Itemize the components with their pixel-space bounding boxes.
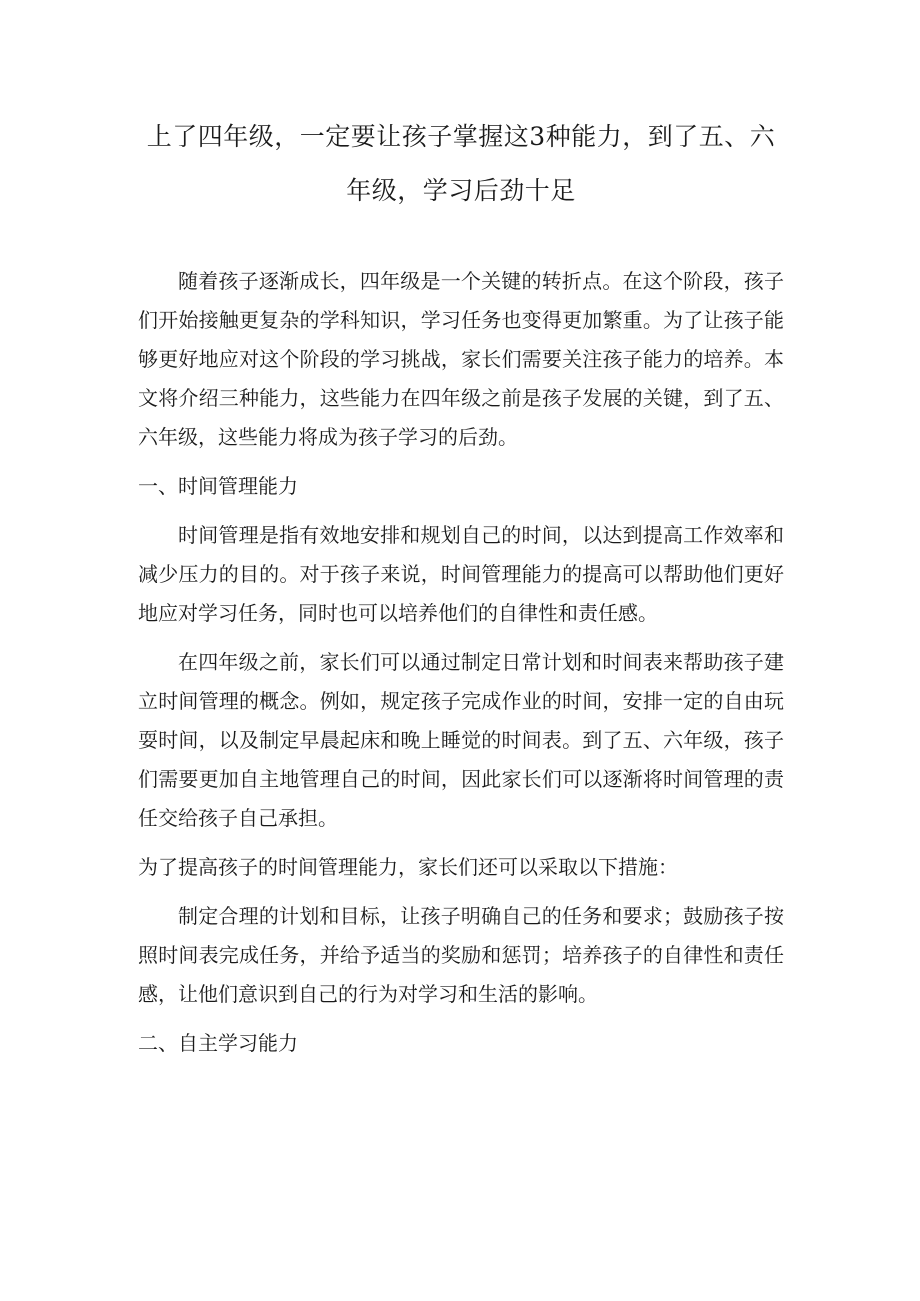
document-body: [138, 262, 784, 1063]
section-heading-time-management: 一、时间管理能力: [138, 474, 298, 498]
body-paragraph: 制定合理的计划和目标，让孩子明确自己的任务和要求；鼓励孩子按照时间表完成任务，并给予适当的奖励和惩罚；培养孩子的自律性和责任感，让他们意识到自己的行为对学习和生活的影响。: [138, 904, 784, 1006]
title-line-2: 年级，学习后劲十足: [346, 176, 576, 205]
title-line-1: 上了四年级，一定要让孩子掌握这3种能力，到了五、六: [146, 122, 776, 151]
body-paragraph: 在四年级之前，家长们可以通过制定日常计划和时间表来帮助孩子建立时间管理的概念。例如，规定孩子完成作业的时间，安排一定的自由玩耍时间，以及制定早晨起床和晚上睡觉的时间表。到了五、六年级，孩子们需要更加自主地管理自己的时间，因此家长们可以逐渐将时间管理的责任交给孩子自己承担。: [138, 650, 784, 830]
body-paragraph: 为了提高孩子的时间管理能力，家长们还可以采取以下措施：: [138, 855, 678, 879]
body-paragraph: 时间管理是指有效地安排和规划自己的时间，以达到提高工作效率和减少压力的目的。对于孩子来说，时间管理能力的提高可以帮助他们更好地应对学习任务，同时也可以培养他们的自律性和责任感。: [138, 523, 784, 625]
document-title: [138, 110, 784, 218]
intro-paragraph: 随着孩子逐渐成长，四年级是一个关键的转折点。在这个阶段，孩子们开始接触更复杂的学科知识，学习任务也变得更加繁重。为了让孩子能够更好地应对这个阶段的学习挑战，家长们需要关注孩子能力的培养。本文将介绍三种能力，这些能力在四年级之前是孩子发展的关键，到了五、六年级，这些能力将成为孩子学习的后劲。: [138, 269, 784, 449]
section-heading-self-learning: 二、自主学习能力: [138, 1031, 298, 1055]
